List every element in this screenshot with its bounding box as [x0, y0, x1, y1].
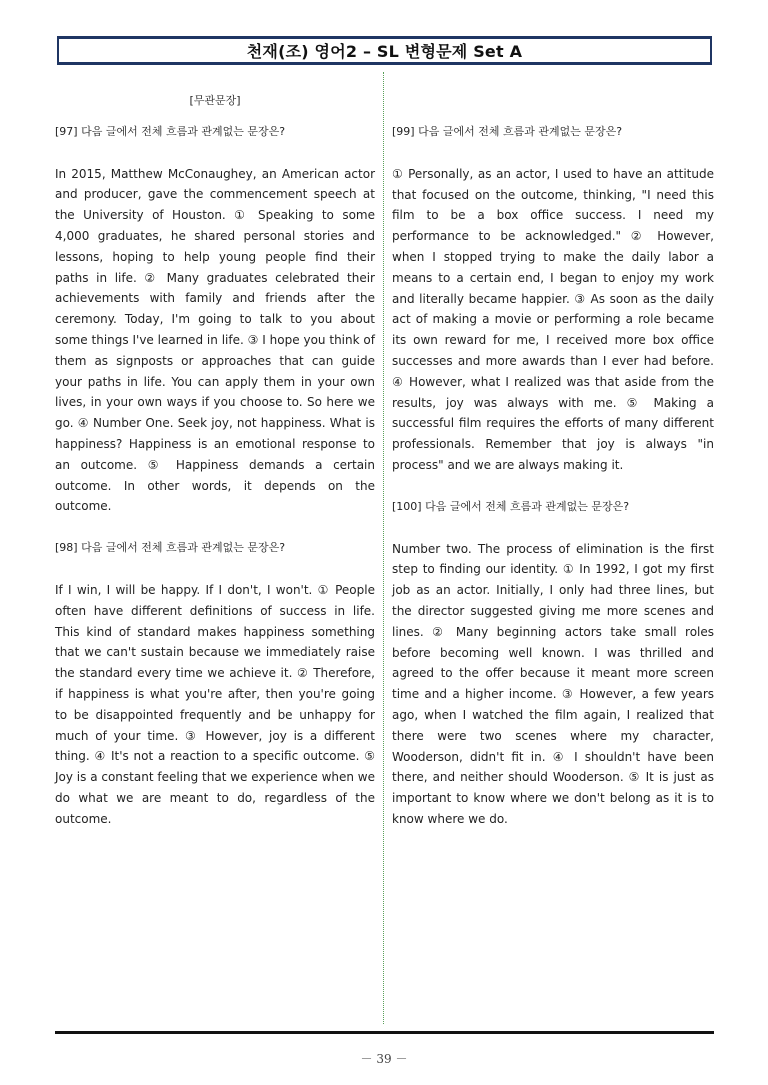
passage-98 — [55, 580, 375, 830]
passage-97 — [55, 164, 375, 518]
left-column — [55, 80, 375, 830]
right-column — [392, 80, 714, 830]
passage-100 — [392, 539, 714, 830]
question-97: [97] 다음 글에서 전체 흐름과 관계없는 문장은? — [55, 124, 286, 138]
question-99: [99] 다음 글에서 전체 흐름과 관계없는 문장은? — [392, 125, 623, 138]
passage-100-text: Number two. The process of elimination is the first step to finding our identity. ① In 1992, I got my first job as an actor. Initially, I only had three lines, but the director suggested giving me more scenes and lines. ② Many beginning actors take small roles before becoming well known. I was thrilled and agreed to the offer because it meant more screen time and a higher income. ③ However, a few years ago, when I watched the film again, I realized that there were two scenes where my character, Wooderson, didn't fit in. ④ I shouldn't have been there, and neither should Wooderson. ⑤ It is just as important to know where we don't belong as it is to know where we do. — [392, 541, 714, 826]
section-label: [무관문장] — [189, 94, 241, 107]
passage-99 — [392, 164, 714, 476]
passage-97-text: In 2015, Matthew McConaughey, an American actor and producer, gave the commencement speech at the University of Houston. ① Speaking to some 4,000 graduates, he shared personal stories and lessons, hoping to help young people find their paths in life. ② Many graduates celebrated their achievements with family and friends after the ceremony. Today, I'm going to talk to you about some things I've learned in life. ③ I hope you think of them as signposts or approaches that can guide your paths in life. You can apply them in your own lives, in your own ways if you choose to. So here we go. ④ Number One. Seek joy, not happiness. What is happiness? Happiness is an emotional response to an outcome. ⑤ Happiness demands a certain outcome. In other words, it depends on the outcome. — [55, 166, 375, 514]
footer-rule — [55, 1031, 714, 1034]
question-100: [100] 다음 글에서 전체 흐름과 관계없는 문장은? — [392, 499, 630, 513]
page-number: － 39 － — [360, 1052, 408, 1066]
passage-98-text: If I win, I will be happy. If I don't, I won't. ① People often have different definitions of success in life. This kind of standard makes happiness something that we can't sustain because we immediately raise the standard every time we achieve it. ② Therefore, if happiness is what you're after, then you're going to be disappointed frequently and be unhappy for much of your time. ③ However, joy is a different thing. ④ It's not a reaction to a specific outcome. ⑤ Joy is a constant feeling that we experience when we do what we are meant to do, regardless of the outcome. — [55, 582, 375, 826]
question-98: [98] 다음 글에서 전체 흐름과 관계없는 문장은? — [55, 541, 286, 555]
passage-99-text: ① Personally, as an actor, I used to have an attitude that focused on the outcome, thinking, "I need this film to be a box office success. I need my performance to be acknowledged." ② However, when I stopped trying to make the daily labor a means to a certain end, I began to enjoy my work and literally became happier. ③ As soon as the daily act of making a movie or performing a role became its own reward for me, I received more box office successes and more awards than I ever had before. ④ However, what I realized was that aside from the results, joy was always with me. ⑤ Making a successful film requires the efforts of many different professionals. Remember that joy is always "in process" and we are always making it. — [392, 166, 714, 472]
page-title: 천재(조) 영어2 – SL 변형문제 Set A — [57, 36, 712, 65]
column-divider — [383, 72, 384, 1024]
